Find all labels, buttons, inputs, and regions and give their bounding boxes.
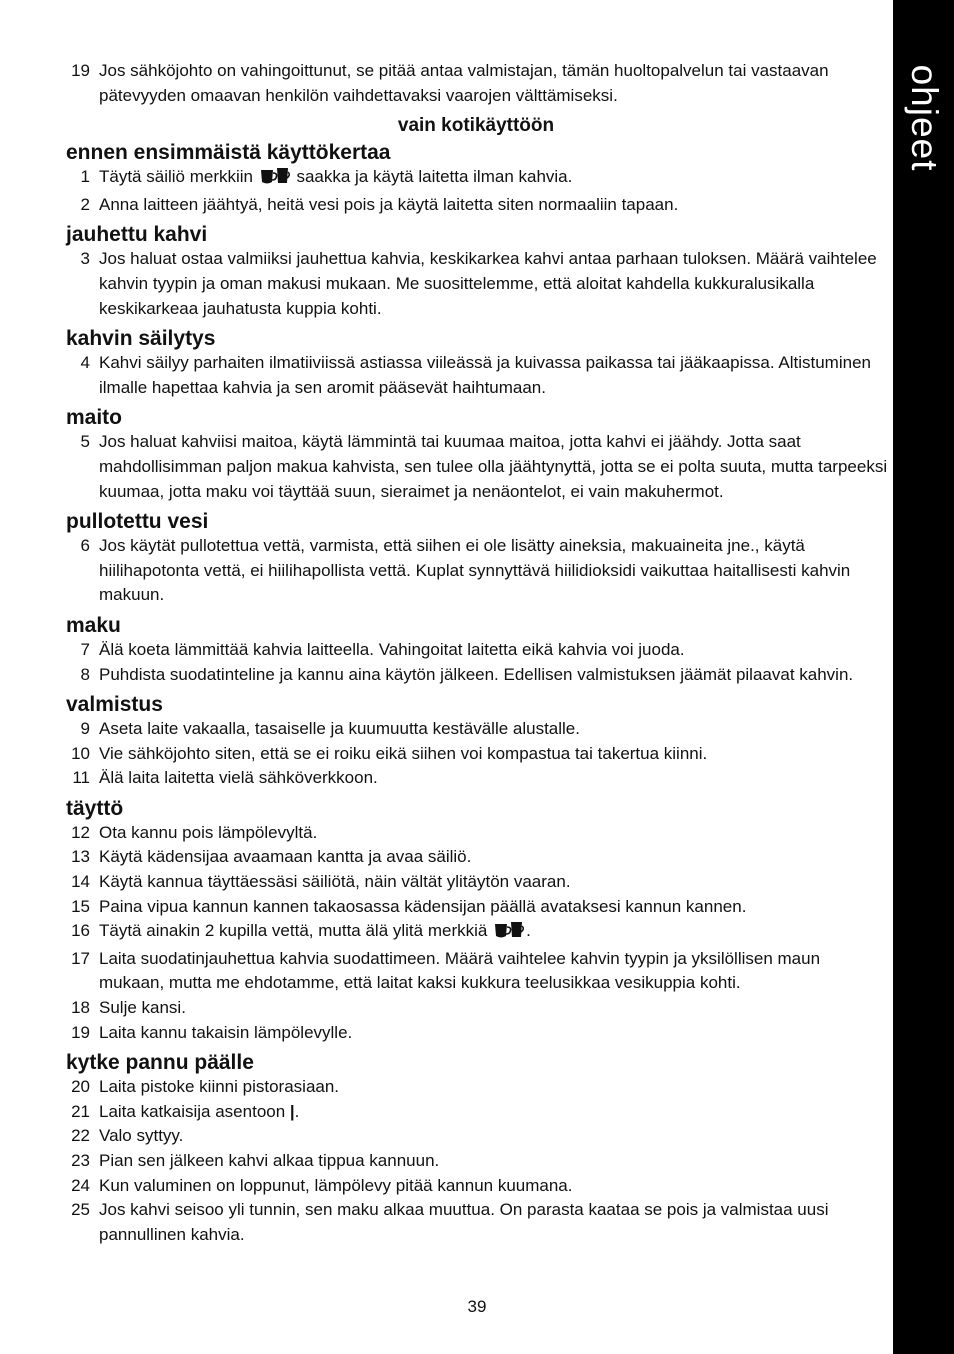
item-text [90, 1100, 888, 1125]
item-number: 15 [71, 896, 90, 916]
item-text: Kahvi säilyy parhaiten ilmatiiviissä astiassa viileässä ja kuivassa paikassa tai jääkaapissa. Altistuminen ilmalle hapettaa kahvia ja sen aromit pääsevät haihtumaan. [99, 353, 871, 397]
item-number: 12 [71, 822, 90, 842]
list-item [64, 1149, 888, 1174]
item-text: Älä laita laitetta vielä sähköverkkoon. [99, 768, 378, 788]
item-number: 9 [80, 719, 90, 739]
list-item [64, 430, 888, 504]
list-item [64, 766, 888, 791]
list-item [64, 996, 888, 1021]
list-item [64, 1021, 888, 1046]
item-number: 23 [71, 1151, 90, 1170]
item-text: Käytä kädensijaa avaamaan kantta ja avaa säiliö. [99, 847, 472, 867]
item-text [90, 165, 888, 193]
item-text [90, 919, 888, 947]
list-item [64, 1174, 888, 1199]
list-item [64, 193, 888, 218]
item-text-after: . [294, 1101, 300, 1121]
item-number: 20 [71, 1077, 90, 1097]
item-text: Laita suodatinjauhettua kahvia suodattimeen. Määrä vaihtelee kahvin tyypin ja yksilöllisen maun mukaan, mutta me ehdotamme, että laitat kaksi kukkura teelusikkaa vesikuppia kohti. [99, 948, 821, 993]
switch-on-symbol: | [289, 1101, 295, 1121]
item-number: 2 [80, 194, 90, 214]
item-number: 17 [71, 948, 90, 968]
item-number: 21 [71, 1101, 90, 1121]
section-heading: maito [66, 406, 123, 430]
item-text: Jos kahvi seisoo yli tunnin, sen maku alkaa muuttua. On parasta kaataa se pois ja valmistaa uusi pannullinen kahvia. [99, 1200, 829, 1244]
item-number: 5 [80, 432, 90, 452]
item-text: Laita pistoke kiinni pistorasiaan. [99, 1077, 340, 1097]
item-text: Älä koeta lämmittää kahvia laitteella. Vahingoitat laitetta eikä kahvia voi juoda. [99, 639, 685, 659]
item-number: 14 [71, 872, 90, 892]
item-text: Pian sen jälkeen kahvi alkaa tippua kannuun. [99, 1151, 440, 1170]
list-item [64, 165, 888, 193]
item-text: Sulje kansi. [99, 998, 186, 1018]
list-item [64, 895, 888, 920]
list-item [64, 1100, 888, 1125]
item-number: 13 [71, 847, 90, 867]
side-tab [893, 0, 954, 1354]
section-heading: kahvin säilytys [66, 327, 216, 351]
item-number: 7 [80, 639, 90, 659]
item-text: Kun valuminen on loppunut, lämpölevy pitää kannun kuumana. [99, 1175, 573, 1195]
item-number: 1 [80, 167, 90, 187]
item-text: Ota kannu pois lämpölevyltä. [99, 822, 318, 842]
item-number: 19 [71, 61, 90, 80]
item-text: Laita kannu takaisin lämpölevylle. [99, 1022, 353, 1042]
item-text: Jos haluat ostaa valmiiksi jauhettua kahvia, keskikarkea kahvi antaa parhaan tuloksen. Määrä vaihtelee kahvin tyypin ja oman makusi mukaan. Me suosittelemme, että aloitat kahdella kukkuralusikalla keskikarkeaa jauhatusta kuppia kohti. [99, 249, 877, 318]
section-heading: täyttö [66, 796, 124, 820]
cup-mark-icon [260, 167, 290, 193]
item-number: 6 [80, 536, 90, 556]
item-number: 3 [80, 249, 90, 269]
item-text-before: Täytä säiliö merkkiin [99, 167, 258, 187]
item-number: 4 [80, 353, 90, 373]
item-number: 11 [72, 768, 90, 788]
item-text: Anna laitteen jäähtyä, heitä vesi pois ja käytä laitetta siten normaaliin tapaan. [99, 194, 679, 214]
cup-mark-icon [494, 921, 524, 947]
item-text-after: saakka ja käytä laitetta ilman kahvia. [291, 167, 573, 187]
item-text: Käytä kannua täyttäessäsi säiliötä, näin vältät ylitäytön vaaran. [99, 872, 571, 892]
item-number: 16 [71, 921, 90, 941]
list-item [64, 534, 888, 608]
item-number: 19 [71, 1022, 90, 1042]
list-item [64, 821, 888, 846]
section-heading: kytke pannu päälle [66, 1051, 254, 1075]
item-number: 10 [71, 743, 90, 763]
list-item [64, 742, 888, 767]
list-item [64, 717, 888, 742]
item-text: Paina vipua kannun kannen takaosassa kädensijan päällä avataksesi kannun kannen. [99, 896, 747, 916]
list-item [64, 59, 888, 108]
document-body [64, 59, 888, 1247]
list-item [64, 247, 888, 321]
section-heading: pullotettu vesi [66, 510, 209, 534]
list-item [64, 1124, 888, 1149]
section-heading: ennen ensimmäistä käyttökertaa [66, 141, 391, 165]
item-number: 8 [80, 664, 90, 684]
item-text: Vie sähköjohto siten, että se ei roiku eikä siihen voi kompastua tai takertua kiinni. [99, 743, 708, 763]
list-item [64, 1198, 888, 1247]
section-heading: maku [66, 613, 121, 637]
item-text-after: . [526, 921, 531, 941]
item-text-before: Laita katkaisija asentoon [99, 1101, 290, 1121]
section-heading: valmistus [66, 693, 163, 717]
sections [64, 140, 888, 1247]
item-text-before: Täytä ainakin 2 kupilla vettä, mutta älä ylitä merkkiä [99, 921, 493, 941]
list-item [64, 845, 888, 870]
list-item [64, 351, 888, 400]
item-text: Jos haluat kahviisi maitoa, käytä lämmintä tai kuumaa maitoa, jotta kahvi ei jäähdy. Jotta saat mahdollisimman paljon makua kahvista, sen tulee olla jäähtynyttä, jotta se ei polta suuta, mutta tarpeeksi kuumaa, jotta maku voi täyttää suun, sieraimet ja nenäontelot, ei vain makuhermot. [99, 432, 888, 501]
item-text: Aseta laite vakaalla, tasaiselle ja kuumuutta kestävälle alustalle. [99, 719, 580, 739]
item-number: 25 [71, 1200, 90, 1220]
list-item [64, 638, 888, 663]
item-number: 18 [71, 998, 90, 1018]
list-item [64, 1075, 888, 1100]
item-number: 22 [71, 1126, 90, 1146]
section-heading: jauhettu kahvi [66, 223, 208, 247]
list-item [64, 947, 888, 996]
list-item [64, 870, 888, 895]
item-text: Jos käytät pullotettua vettä, varmista, että siihen ei ole lisätty aineksia, makuaineita jne., käytä hiilihapotonta vettä, ei hiilihapollista vettä. Kuplat synnyttävä hiilidioksidi vaikuttaa haitallisesti kahvin makuun. [99, 536, 851, 605]
page-number: 39 [467, 1297, 487, 1316]
notice-heading: vain kotikäyttöön [397, 115, 555, 137]
list-item [64, 663, 888, 688]
list-item [64, 919, 888, 947]
item-number: 24 [71, 1175, 90, 1195]
item-text: Jos sähköjohto on vahingoittunut, se pitää antaa valmistajan, tämän huoltopalvelun tai vastaavan pätevyyden omaavan henkilön vaihdettavaksi vaarojen välttämiseksi. [99, 61, 829, 105]
side-tab-label: ohjeet [903, 64, 945, 172]
item-text: Puhdista suodatinteline ja kannu aina käytön jälkeen. Edellisen valmistuksen jäämät pilaavat kahvin. [99, 664, 854, 684]
item-text: Valo syttyy. [99, 1126, 184, 1146]
